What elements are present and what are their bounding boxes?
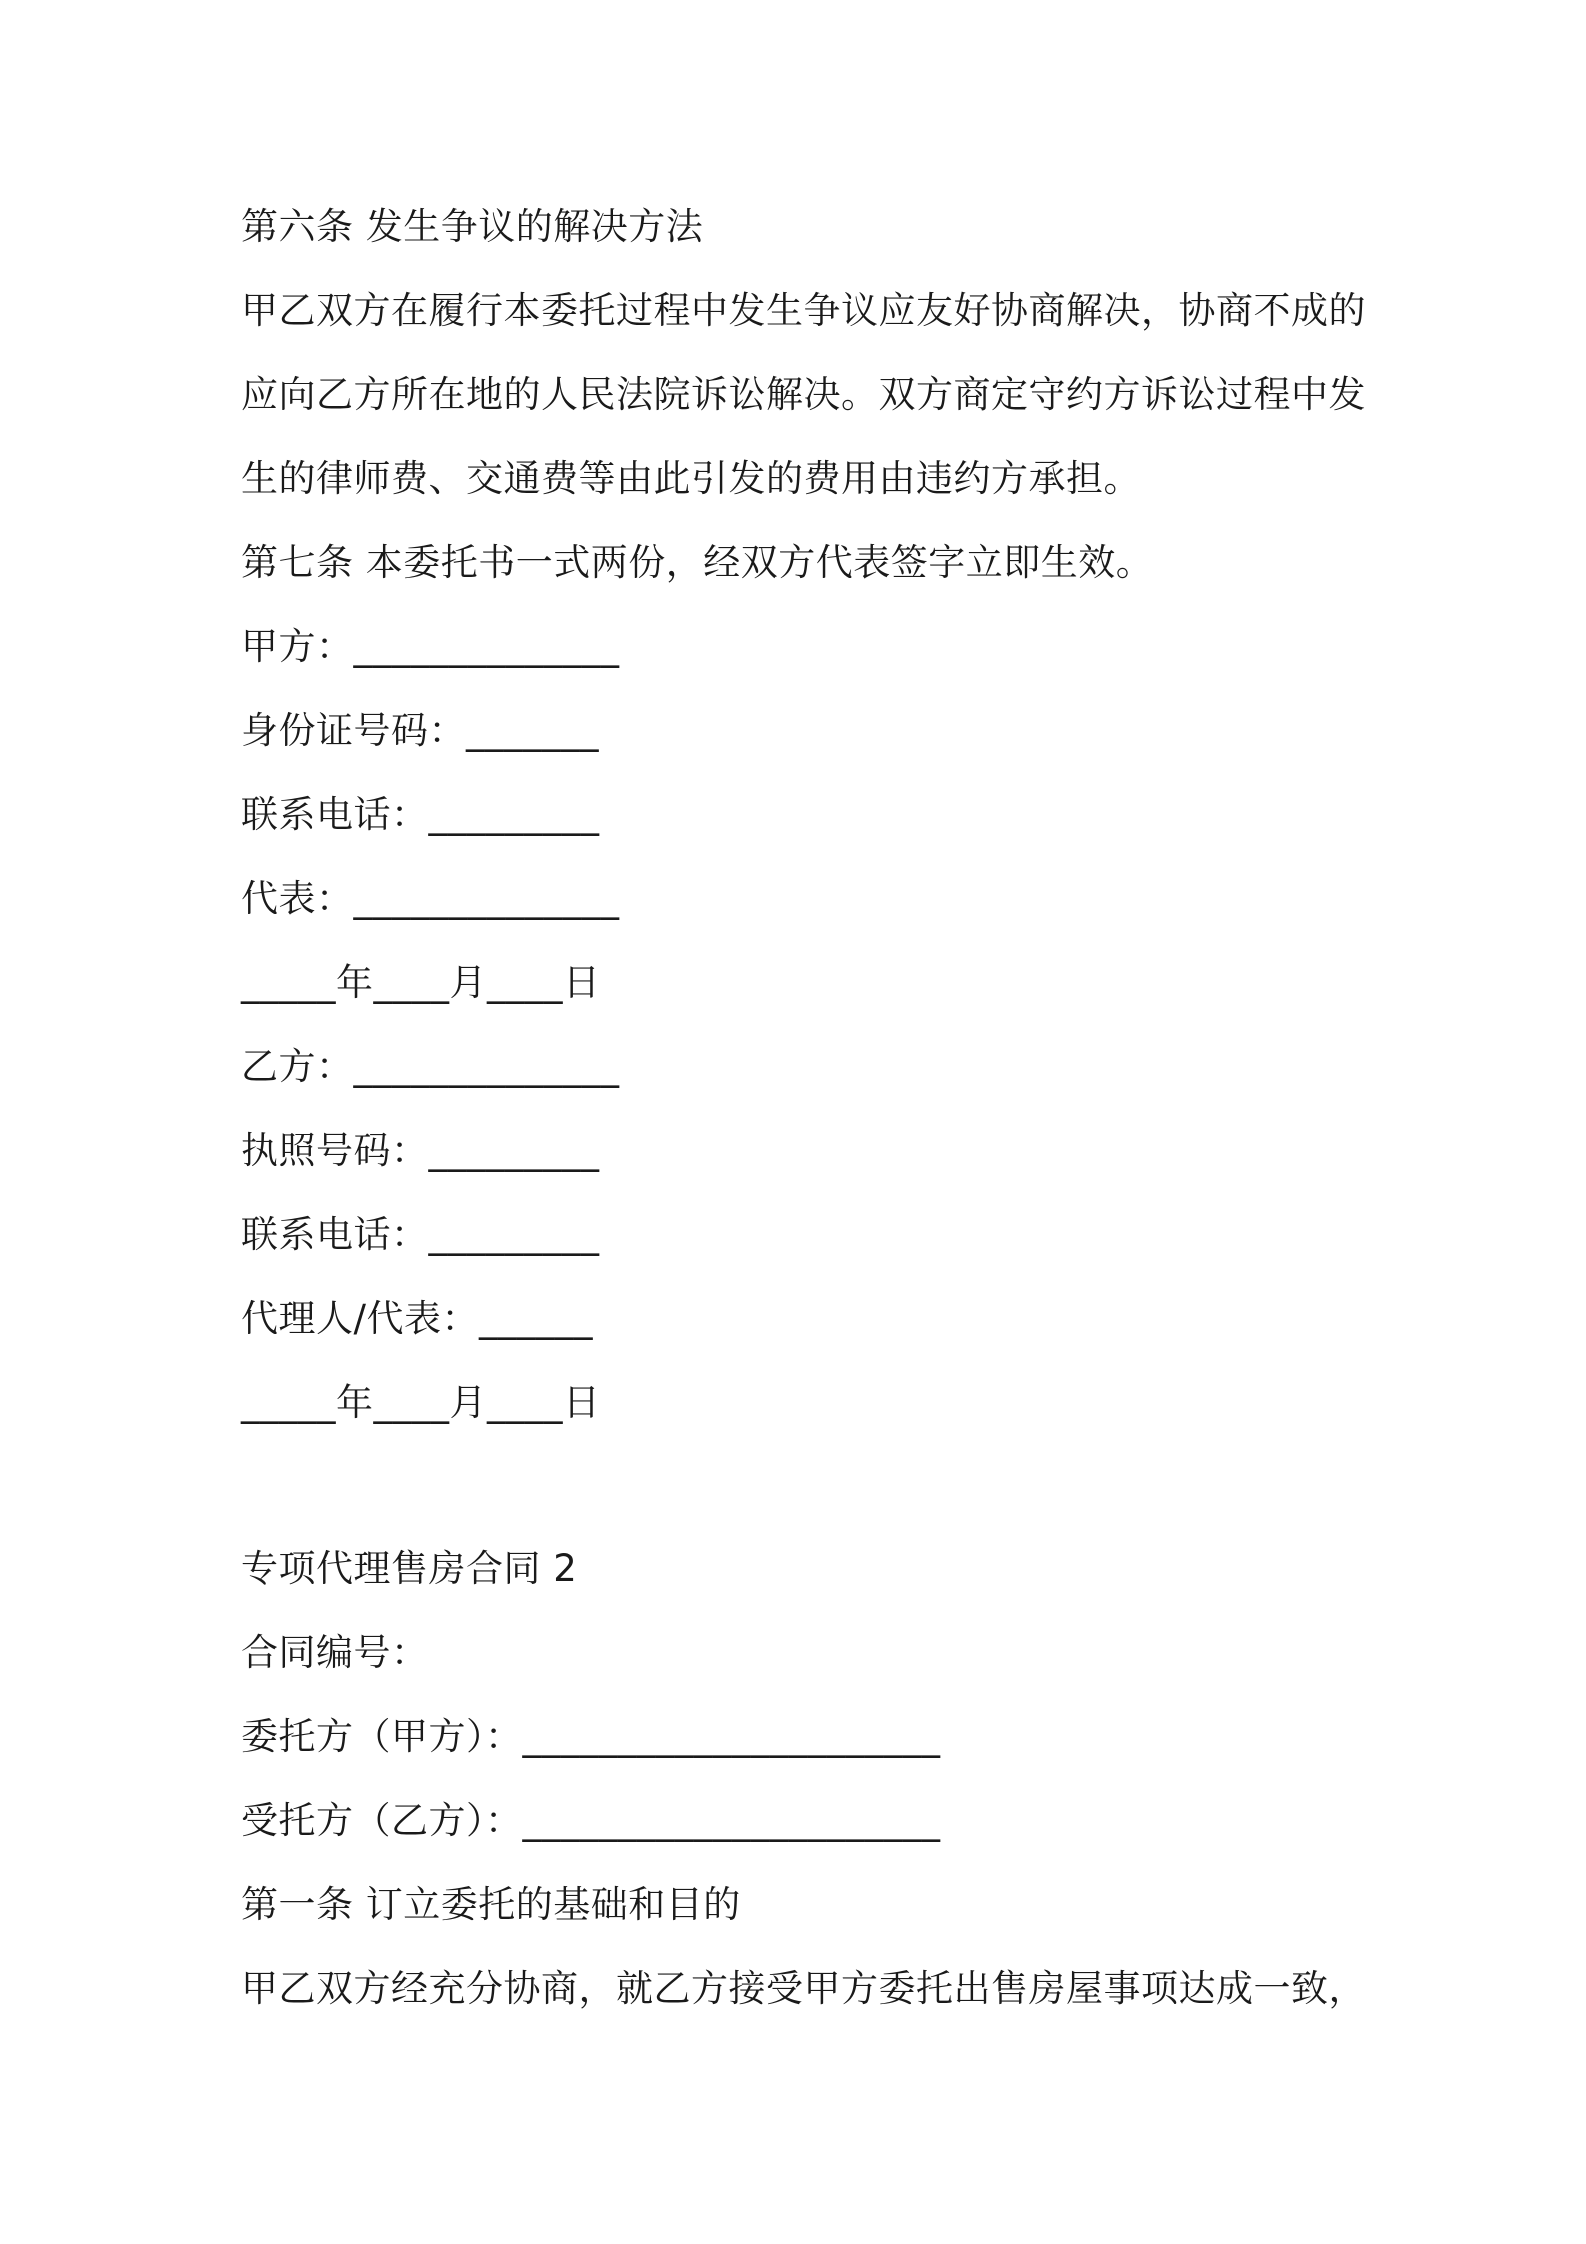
party-b-phone-field: 联系电话：_________ [241,1213,600,1256]
section6-paragraph-line-2: 应向乙方所在地的人民法院诉讼解决。双方商定守约方诉讼过程中发 [241,373,1366,416]
party-a-date-field: _____年____月____日 [241,961,601,1004]
contract2-number-field: 合同编号： [241,1631,429,1674]
party-b-date-field: _____年____月____日 [241,1381,601,1424]
contract2-article1-heading: 第一条 订立委托的基础和目的 [241,1883,741,1926]
section6-heading: 第六条 发生争议的解决方法 [241,205,704,248]
section7-text: 第七条 本委托书一式两份，经双方代表签字立即生效。 [241,541,1154,584]
party-a-id-field: 身份证号码：_______ [241,709,599,752]
party-b-name-field: 乙方：______________ [241,1045,620,1088]
section6-paragraph-line-1: 甲乙双方在履行本委托过程中发生争议应友好协商解决，协商不成的 [241,289,1366,332]
contract2-agent-field: 受托方（乙方）：______________________ [241,1799,941,1842]
party-b-agent-field: 代理人/代表：______ [241,1297,593,1340]
party-a-phone-field: 联系电话：_________ [241,793,600,836]
contract2-title: 专项代理售房合同 2 [241,1547,578,1590]
party-b-license-field: 执照号码：_________ [241,1129,600,1172]
contract2-article1-line-1: 甲乙双方经充分协商，就乙方接受甲方委托出售房屋事项达成一致， [241,1967,1366,2010]
party-a-name-field: 甲方：______________ [241,625,620,668]
party-a-representative-field: 代表：______________ [241,877,620,920]
contract2-principal-field: 委托方（甲方）：______________________ [241,1715,941,1758]
section6-paragraph-line-3: 生的律师费、交通费等由此引发的费用由违约方承担。 [241,457,1141,500]
